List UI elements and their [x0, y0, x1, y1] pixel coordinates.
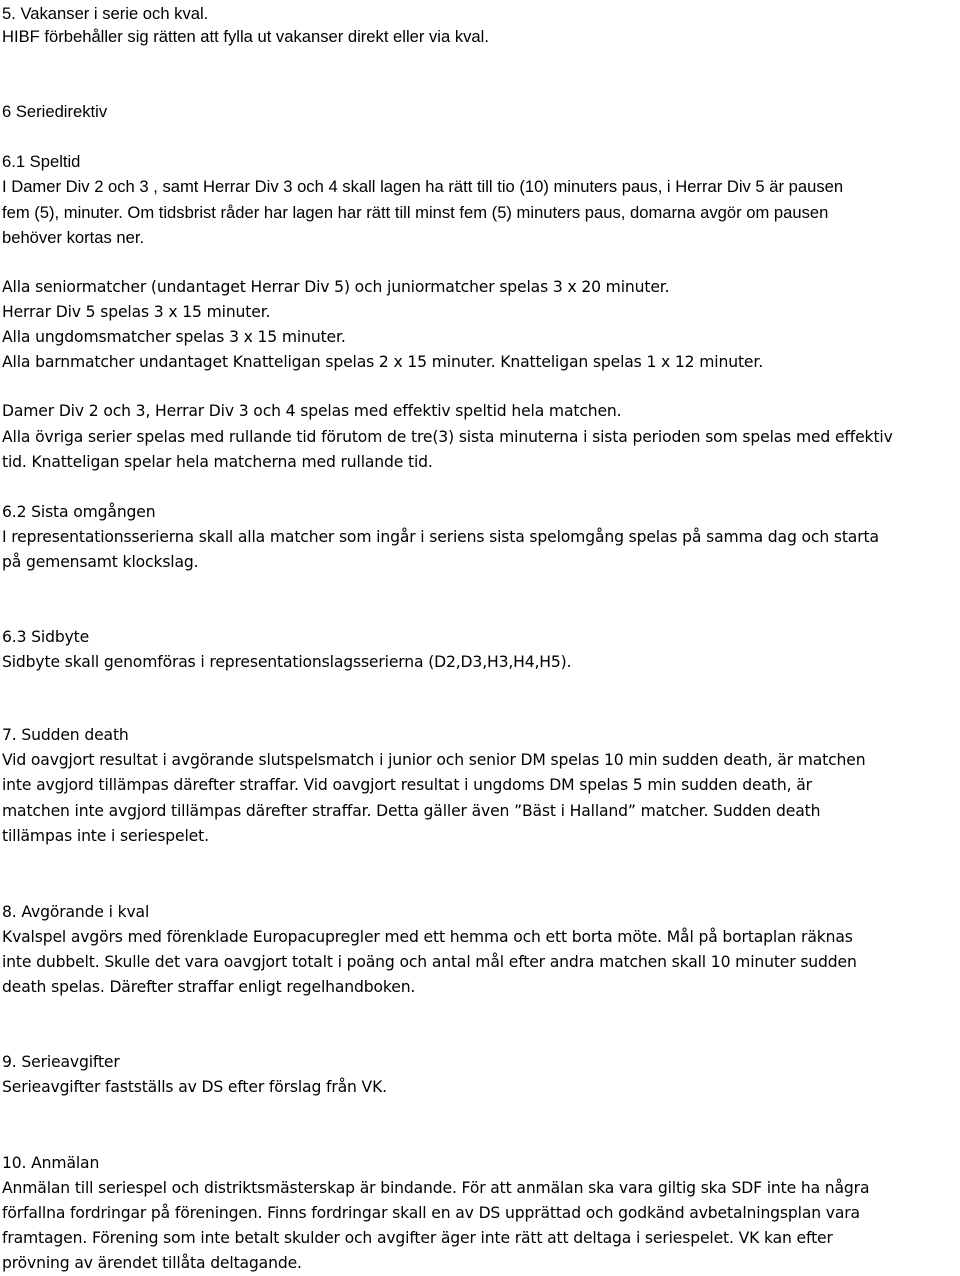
paragraph-line: Alla övriga serier spelas med rullande tid förutom de tre(3) sista minuterna i sista perioden som spelas med effektiv: [2, 428, 893, 446]
section-10-heading: 10. Anmälan: [2, 1154, 100, 1172]
paragraph-line: förfallna fordringar på föreningen. Finns fordringar skall en av DS upprättad och godkänd avbetalningsplan vara: [2, 1204, 860, 1222]
section-6-3-heading: 6.3 Sidbyte: [2, 628, 90, 646]
section-9-heading: 9. Serieavgifter: [2, 1053, 120, 1071]
paragraph-line: tillämpas inte i seriespelet.: [2, 827, 209, 845]
paragraph-line: death spelas. Därefter straffar enligt regelhandboken.: [2, 978, 416, 996]
paragraph-line: I Damer Div 2 och 3 , samt Herrar Div 3 och 4 skall lagen ha rätt till tio (10) minuters paus, i Herrar Div 5 är pausen: [2, 177, 844, 196]
section-7-heading: 7. Sudden death: [2, 726, 129, 744]
section-5-heading: 5. Vakanser i serie och kval.: [2, 4, 209, 23]
paragraph-line: på gemensamt klockslag.: [2, 553, 199, 571]
paragraph-line: Vid oavgjort resultat i avgörande slutspelsmatch i junior och senior DM spelas 10 min sudden death, är matchen: [2, 751, 866, 769]
paragraph-line: fem (5), minuter. Om tidsbrist råder har lagen har rätt till minst fem (5) minuters paus, domarna avgör om pausen: [2, 203, 829, 222]
paragraph-line: Herrar Div 5 spelas 3 x 15 minuter.: [2, 303, 271, 321]
document-page: [2, 0, 960, 1276]
paragraph-line: Kvalspel avgörs med förenklade Europacupregler med ett hemma och ett borta möte. Mål på bortaplan räknas: [2, 928, 853, 946]
paragraph-line: Alla seniormatcher (undantaget Herrar Div 5) och juniormatcher spelas 3 x 20 minuter.: [2, 278, 670, 296]
paragraph-line: Sidbyte skall genomföras i representationslagsserierna (D2,D3,H3,H4,H5).: [2, 653, 572, 671]
paragraph-line: framtagen. Förening som inte betalt skulder och avgifter äger inte rätt att deltaga i seriespelet. VK kan efter: [2, 1229, 833, 1247]
paragraph-line: Damer Div 2 och 3, Herrar Div 3 och 4 spelas med effektiv speltid hela matchen.: [2, 402, 622, 420]
section-5-body: HIBF förbehåller sig rätten att fylla ut vakanser direkt eller via kval.: [2, 27, 489, 46]
paragraph-line: Anmälan till seriespel och distriktsmästerskap är bindande. För att anmälan ska vara giltig ska SDF inte ha några: [2, 1179, 870, 1197]
section-8-heading: 8. Avgörande i kval: [2, 903, 150, 921]
paragraph-line: inte avgjord tillämpas därefter straffar. Vid oavgjort resultat i ungdoms DM spelas 5 min sudden death, är: [2, 776, 812, 794]
paragraph-line: Serieavgifter fastställs av DS efter förslag från VK.: [2, 1078, 387, 1096]
paragraph-line: behöver kortas ner.: [2, 228, 145, 247]
section-6-heading: 6 Seriedirektiv: [2, 102, 108, 121]
paragraph-line: prövning av ärendet tillåta deltagande.: [2, 1254, 302, 1272]
paragraph-line: matchen inte avgjord tillämpas därefter straffar. Detta gäller även ”Bäst i Halland” matcher. Sudden death: [2, 802, 821, 820]
section-6-1-heading: 6.1 Speltid: [2, 152, 81, 171]
paragraph-line: inte dubbelt. Skulle det vara oavgjort totalt i poäng och antal mål efter andra matchen skall 10 minuter sudden: [2, 953, 857, 971]
paragraph-line: Alla ungdomsmatcher spelas 3 x 15 minuter.: [2, 328, 346, 346]
section-6-2-heading: 6.2 Sista omgången: [2, 503, 156, 521]
paragraph-line: I representationsserierna skall alla matcher som ingår i seriens sista spelomgång spelas på samma dag och starta: [2, 528, 879, 546]
paragraph-line: Alla barnmatcher undantaget Knatteligan spelas 2 x 15 minuter. Knatteligan spelas 1 x 12 minuter.: [2, 353, 763, 371]
paragraph-line: tid. Knatteligan spelar hela matcherna med rullande tid.: [2, 453, 433, 471]
